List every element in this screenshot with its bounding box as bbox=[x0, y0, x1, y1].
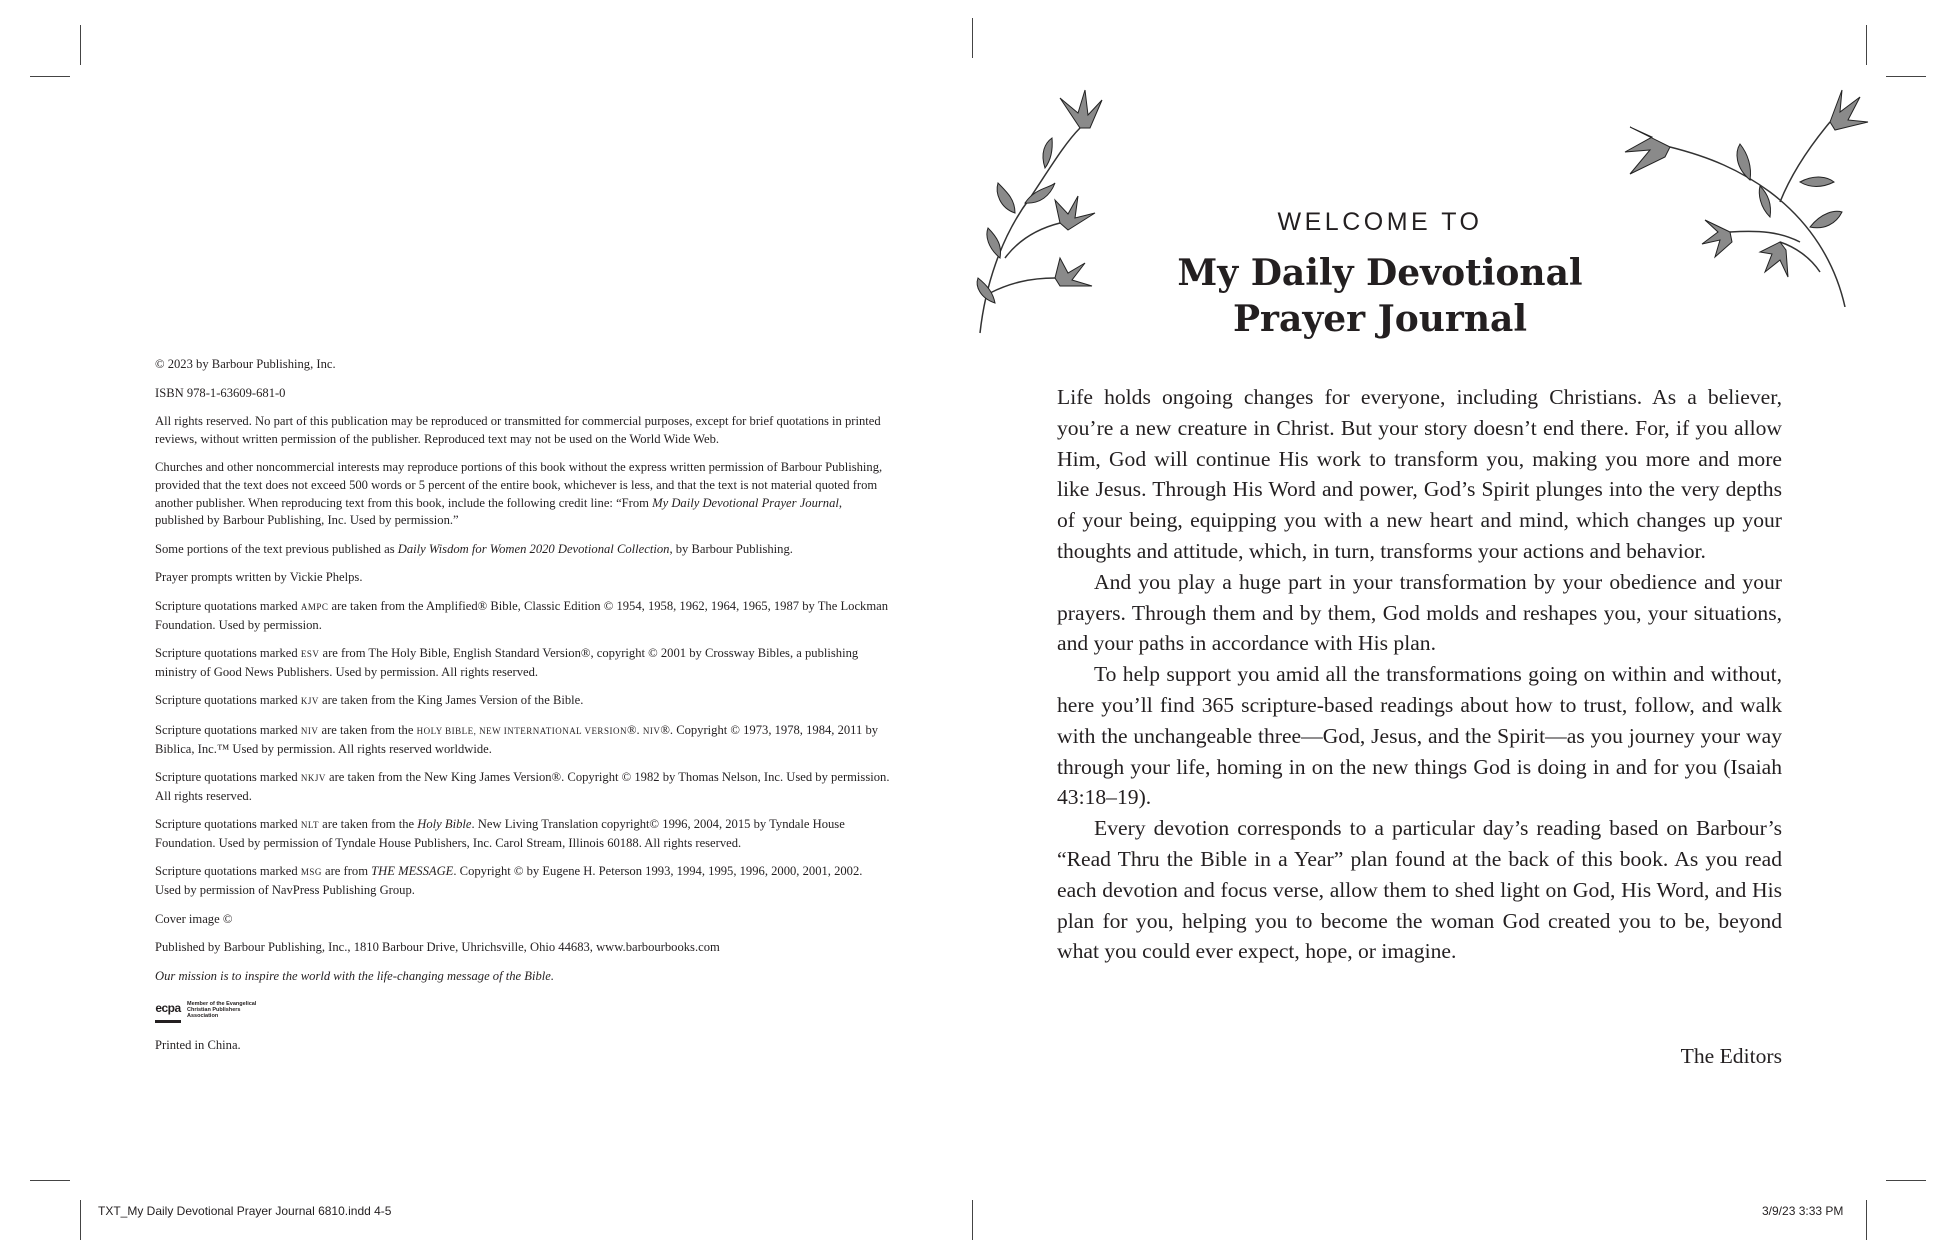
printed-line: Printed in China. bbox=[155, 1038, 241, 1053]
intro-paragraph: To help support you amid all the transformations going on within and without, here you’ll find 365 scripture-based readings about how to trust, follow, and walk with the unchangeable three—God, Jesus, and the Spirit—as you journey your way through your life, homing in on the new things God is doing in and for you (Isaiah 43:18–19). bbox=[1057, 662, 1782, 810]
ampc-credit: Scripture quotations marked AMPC are taken from the Amplified® Bible, Classic Edition © 1954, 1958, 1962, 1964, 1965, 1987 by The Lockman Foundation. Used by permission. bbox=[155, 598, 889, 632]
isbn-line: ISBN 978-1-63609-681-0 bbox=[155, 385, 286, 400]
portions-paragraph: Some portions of the text previous published as Daily Wisdom for Women 2020 Devotional Collection, by Barbour Publishing. bbox=[155, 541, 793, 556]
welcome-kicker: WELCOME TO bbox=[1277, 208, 1483, 236]
crop-mark bbox=[972, 18, 973, 58]
cover-credit: Cover image © bbox=[155, 911, 233, 926]
ecpa-logo bbox=[155, 996, 890, 1023]
ecpa-text: Member of the Evangelical Christian Publishers Association bbox=[187, 1000, 257, 1020]
churches-paragraph: Churches and other noncommercial interests may reproduce portions of this book without the express written permission of Barbour Publishing, provided that the text does not exceed 500 words or 5 percent of the entire book, whichever is less, and that the text is not material quoted from another publisher. When reproducing text from this book, include the following credit line: “From My Daily Devotional Prayer Journal, published by Barbour Publishing, Inc. Used by permission.” bbox=[155, 460, 883, 528]
floral-illustration-right bbox=[1610, 82, 1870, 307]
mission-statement: Our mission is to inspire the world with the life-changing message of the Bible. bbox=[155, 968, 555, 983]
crop-mark bbox=[1866, 25, 1867, 65]
publisher-address: Published by Barbour Publishing, Inc., 1810 Barbour Drive, Uhrichsville, Ohio 44683, www.barbourbooks.com bbox=[155, 940, 720, 955]
esv-credit: Scripture quotations marked ESV are from The Holy Bible, English Standard Version®, copyright © 2001 by Crossway Bibles, a publishing ministry of Good News Publishers. Used by permission. All rights reserved. bbox=[155, 646, 859, 679]
crop-mark bbox=[1866, 1200, 1867, 1240]
signature: The Editors bbox=[1680, 1044, 1782, 1068]
slug-filename: TXT_My Daily Devotional Prayer Journal 6810.indd 4-5 bbox=[98, 1204, 392, 1218]
rights-paragraph: All rights reserved. No part of this publication may be reproduced or transmitted for commercial purposes, except for brief quotations in printed reviews, without written permission of the publisher. Reproduced text may not be used on the World Wide Web. bbox=[155, 414, 881, 446]
crop-mark bbox=[1886, 76, 1926, 77]
crop-mark bbox=[1886, 1180, 1926, 1181]
title-line: My Daily Devotional bbox=[1177, 252, 1583, 294]
introduction-body bbox=[1057, 382, 1782, 967]
title-line: Prayer Journal bbox=[1232, 298, 1528, 340]
crop-mark bbox=[80, 1200, 81, 1240]
page-title bbox=[1130, 250, 1630, 342]
copyright-line: © 2023 by Barbour Publishing, Inc. bbox=[155, 357, 336, 371]
slug-date: 3/9/23 3:33 PM bbox=[1762, 1204, 1844, 1218]
prompts-line: Prayer prompts written by Vickie Phelps. bbox=[155, 570, 363, 585]
intro-paragraph: And you play a huge part in your transformation by your obedience and your prayers. Through them and by them, God molds and reshapes you, your situations, and your paths in accordance with His plan. bbox=[1057, 569, 1782, 656]
crop-mark bbox=[30, 1180, 70, 1181]
nkjv-credit: Scripture quotations marked NKJV are taken from the New King James Version®. Copyright © 1982 by Thomas Nelson, Inc. Used by permission. All rights reserved. bbox=[155, 770, 890, 803]
kjv-credit: Scripture quotations marked KJV are taken from the King James Version of the Bible. bbox=[155, 693, 584, 708]
copyright-page bbox=[155, 356, 890, 1066]
nlt-credit: Scripture quotations marked NLT are taken from the Holy Bible. New Living Translation copyright© 1996, 2004, 2015 by Tyndale House Foundation. Used by permission of Tyndale House Publishers, Inc. Carol Stream, Illinois 60188. All rights reserved. bbox=[155, 817, 845, 850]
niv-credit: Scripture quotations marked NIV are taken from the HOLY BIBLE, NEW INTERNATIONAL VERSION®. NIV®. Copyright © 1973, 1978, 1984, 2011 by Biblica, Inc.™ Used by permission. All rights reserved worldwide. bbox=[155, 722, 879, 756]
floral-illustration-left bbox=[960, 88, 1105, 338]
ecpa-mark: ecpa bbox=[155, 996, 181, 1023]
intro-paragraph: Life holds ongoing changes for everyone, including Christians. As a believer, you’re a new creature in Christ. But your story doesn’t end there. For, if you allow Him, God will continue His work to transform you, making you more and more like Jesus. Through His Word and power, God’s Spirit plunges into the very depths of your being, equipping you with a new heart and mind, which changes up your thoughts and attitude, which, in turn, transforms your actions and behavior. bbox=[1057, 385, 1782, 563]
crop-mark bbox=[30, 76, 70, 77]
msg-credit: Scripture quotations marked MSG are from THE MESSAGE. Copyright © by Eugene H. Peterson 1993, 1994, 1995, 1996, 2000, 2001, 2002. Used by permission of NavPress Publishing Group. bbox=[155, 864, 863, 898]
intro-paragraph: Every devotion corresponds to a particular day’s reading based on Barbour’s “Read Thru the Bible in a Year” plan found at the back of this book. As you read each devotion and focus verse, allow them to shed light on God, His Word, and His plan for you, helping you to become the woman God created you to be, beyond what you could ever expect, hope, or imagine. bbox=[1057, 816, 1782, 964]
crop-mark bbox=[972, 1200, 973, 1240]
crop-mark bbox=[80, 25, 81, 65]
